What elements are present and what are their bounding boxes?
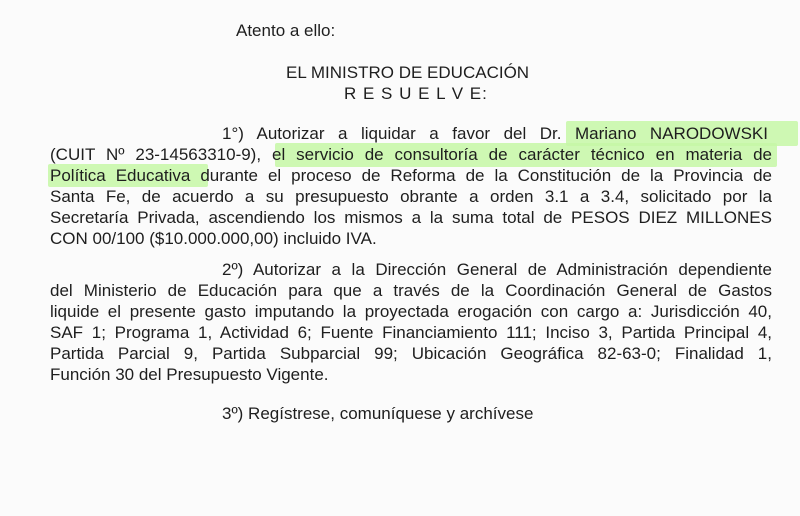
intro-text: Atento a ello: <box>236 21 336 40</box>
article-1-line-5: Secretaría Privada, ascendiendo los mismos a la suma total de PESOS DIEZ MILLONES <box>50 208 772 227</box>
article-3-line-1: 3º) Regístrese, comuníquese y archívese <box>222 404 534 423</box>
resolve-heading: R E S U E L V E: <box>344 84 488 103</box>
article-1-line-4: Santa Fe, de acuerdo a su presupuesto obrante a orden 3.1 a 3.4, solicitado por la <box>50 187 772 206</box>
article-2-line-4: SAF 1; Programa 1, Actividad 6; Fuente Financiamiento 111; Inciso 3, Partida Principal 4, <box>50 323 772 342</box>
article-2-line-5: Partida Parcial 9, Partida Subparcial 99; Ubicación Geográfica 82-63-0; Finalidad 1, <box>50 344 772 363</box>
article-2-line-6: Función 30 del Presupuesto Vigente. <box>50 365 329 384</box>
article-2-line-2: del Ministerio de Educación para que a través de la Coordinación General de Gastos <box>50 281 772 300</box>
ministry-heading: EL MINISTRO DE EDUCACIÓN <box>286 63 530 82</box>
article-2-line-3: liquide el presente gasto imputando la proyectada erogación con cargo a: Jurisdicción 40, <box>50 302 772 321</box>
article-2-line-1: 2º) Autorizar a la Dirección General de Administración dependiente <box>222 260 772 279</box>
article-1-line-2: (CUIT Nº 23-14563310-9), el servicio de consultoría de carácter técnico en materia de <box>50 145 772 164</box>
article-1-line-1: 1°) Autorizar a liquidar a favor del Dr. Mariano NARODOWSKI <box>222 124 768 143</box>
article-1-line-6: CON 00/100 ($10.000.000,00) incluido IVA. <box>50 229 377 248</box>
article-1-line-3: Política Educativa durante el proceso de Reforma de la Constitución de la Provincia de <box>50 166 772 185</box>
